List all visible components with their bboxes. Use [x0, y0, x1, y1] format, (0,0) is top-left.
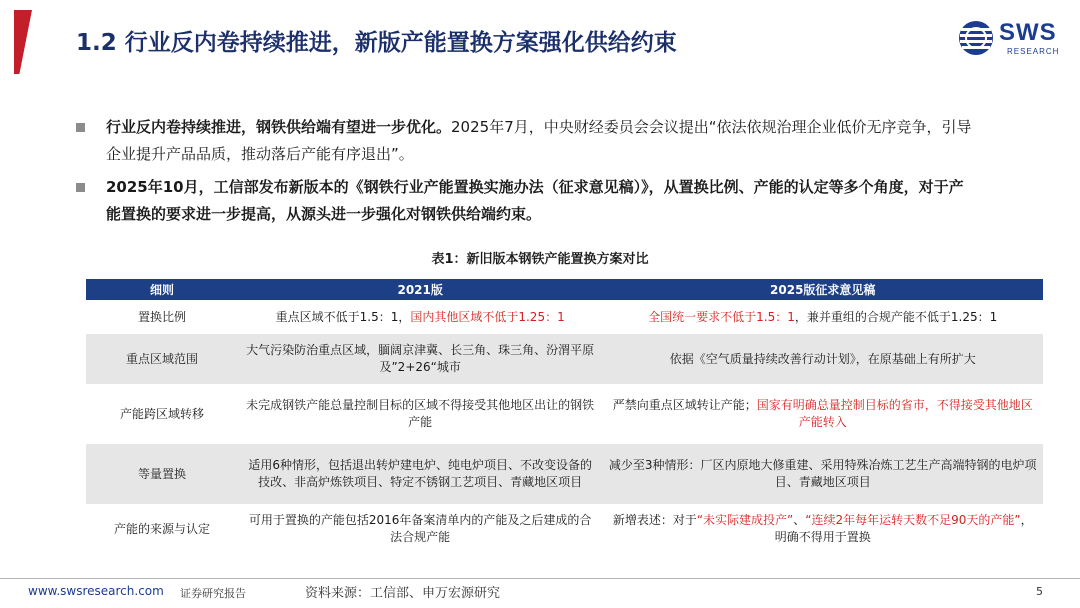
square-bullet-icon	[76, 183, 85, 192]
bullet-point-1	[76, 114, 976, 168]
table-row	[86, 384, 1043, 444]
header-item: 细则	[86, 279, 238, 300]
header-2021: 2021版	[238, 279, 603, 300]
table-row	[86, 504, 1043, 554]
cell-v2025	[602, 444, 1043, 504]
footer-divider	[0, 578, 1080, 579]
row-item-label: 置换比例	[137, 309, 186, 324]
cell-v2021	[238, 504, 603, 554]
header-2025: 2025版征求意见稿	[602, 279, 1043, 300]
cell-text-segment: 国家有明确总量控制目标的省市，不得接受其他地区产能转入	[756, 398, 1033, 429]
cell-text-segment: ，明确不得用于置换	[774, 513, 1033, 544]
row-item-label: 产能跨区域转移	[119, 406, 204, 421]
square-bullet-icon	[76, 123, 85, 132]
footer-source: 资料来源：工信部、申万宏源研究	[305, 586, 501, 601]
cell-text-segment: 国内其他区域不低于1.25：1	[410, 309, 565, 324]
cell-text-segment: 、	[793, 513, 806, 527]
cell-text-segment: 减少至3种情形：厂区内原地大修重建、采用特殊冶炼工艺生产高端特钢的电炉项目、青藏地区项目	[608, 458, 1037, 489]
table-row	[86, 334, 1043, 384]
globe-icon	[957, 19, 995, 57]
cell-text-segment: 新增表述：对于	[612, 513, 697, 527]
cell-text-segment: “连续2年每年运转天数不足90天的产能”	[805, 513, 1021, 527]
row-item-label: 重点区域范围	[86, 334, 238, 384]
cell-text-segment: 适用6种情形，包括退出转炉建电炉、纯电炉项目、不改变设备的技改、非高炉炼铁项目、特定不锈钢工艺项目、青藏地区项目	[248, 458, 592, 489]
table-header-row	[86, 279, 1043, 300]
comparison-table	[86, 279, 1043, 554]
bullet-1-bold: 行业反内卷持续推进，钢铁供给端有望进一步优化。	[106, 118, 452, 136]
cell-text-segment: 未完成钢铁产能总量控制目标的区域不得接受其他地区出让的钢铁产能	[246, 398, 595, 429]
cell-text-segment: 全国统一要求不低于1.5：1	[648, 309, 795, 324]
cell-text-segment: 可用于置换的产能包括2016年备案清单内的产能及之后建成的合法合规产能	[248, 513, 592, 544]
cell-v2025	[602, 300, 1043, 334]
cell-text-segment: 依据《空气质量持续改善行动计划》，在原基础上有所扩大	[669, 351, 976, 366]
cell-text-segment: 大气污染防治重点区域，腼阔京津冀、长三角、珠三角、汾渭平原及”2+26“城市	[246, 343, 595, 374]
bullet-point-2	[76, 174, 976, 228]
table-row	[86, 444, 1043, 504]
row-item-label: 等量置换	[86, 444, 238, 504]
bullet-2-bold: 2025年10月，工信部发布新版本的《钢铁行业产能置换实施办法（征求意见稿）》，从置换比例、产能的认定等多个角度，对于产能置换的要求进一步提高，从源头进一步强化对钢铁供给端约束。	[106, 178, 964, 223]
cell-v2025	[602, 504, 1043, 554]
cell-v2025	[602, 384, 1043, 444]
table-body	[86, 300, 1043, 554]
logo-text: SWS	[999, 19, 1057, 46]
row-item-label: 产能的来源与认定	[113, 521, 210, 536]
cell-v2021	[238, 334, 603, 384]
page-title: 1.2 行业反内卷持续推进，新版产能置换方案强化供给约束	[76, 30, 677, 56]
cell-v2021	[238, 444, 603, 504]
cell-text-segment: “未实际建成投产”	[696, 513, 794, 527]
cell-text-segment: 重点区域不低于1.5：1，	[275, 309, 411, 324]
bullet-1-text: 2025年7月，中央财经委员会会议提出“依法依规治理企业低价无序竞争，引导企业提升产品品质，推动落后产能有序退出”。	[106, 118, 972, 163]
logo-subtext: RESEARCH	[1007, 47, 1060, 56]
footer-url: www.swsresearch.com	[28, 584, 164, 598]
footer-report-type: 证券研究报告	[180, 587, 246, 600]
table-row	[86, 300, 1043, 334]
cell-v2025	[602, 334, 1043, 384]
table-caption: 表1：新旧版本钢铁产能置换方案对比	[431, 252, 649, 267]
cell-text-segment: ，兼并重组的合规产能不低于1.25：1	[794, 309, 998, 324]
cell-text-segment: 严禁向重点区域转让产能；	[612, 398, 757, 412]
sws-logo	[957, 17, 1062, 65]
cell-v2021	[238, 300, 603, 334]
page-number: 5	[1036, 585, 1043, 598]
cell-v2021	[238, 384, 603, 444]
